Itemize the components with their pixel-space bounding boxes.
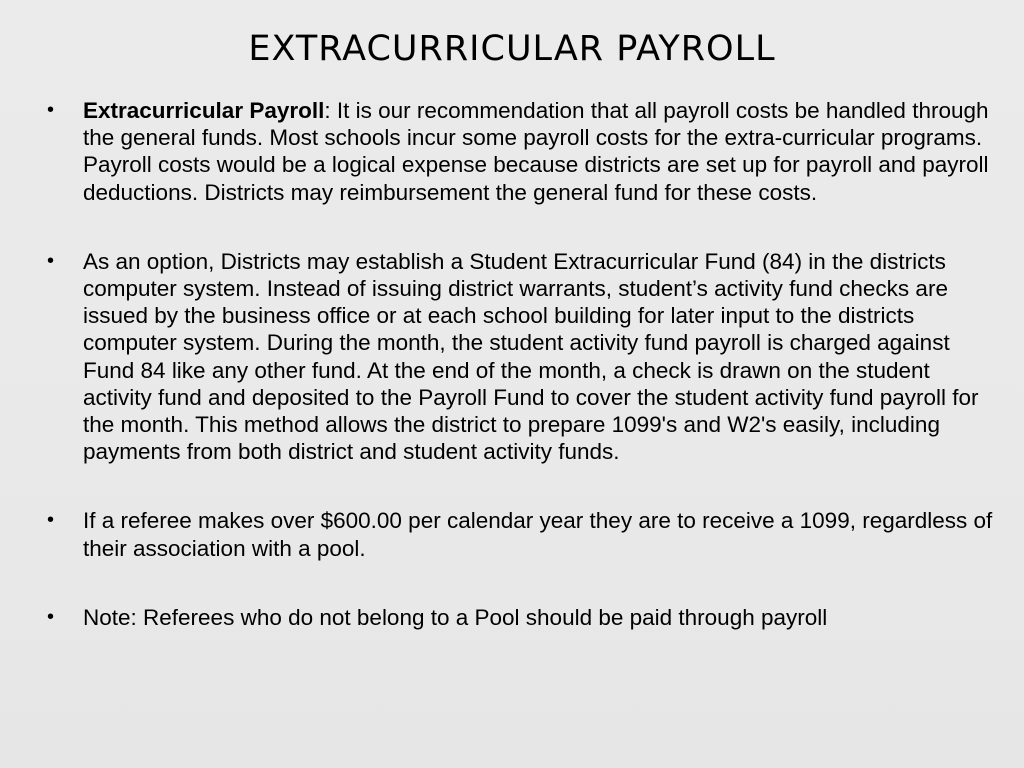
- bullet-item: [45, 248, 995, 466]
- bullet-text: : It is our recommendation that all payroll costs be handled through the general funds. Most schools incur some payroll costs for the extra-curricular programs. Payroll costs would be a logical expense because districts are set up for payroll and payroll deductions. Districts may reimbursement the general fund for these costs.: [83, 98, 989, 205]
- bullet-text: If a referee makes over $600.00 per calendar year they are to receive a 1099, regardless of their association with a pool.: [83, 508, 993, 561]
- bullet-text: Note: Referees who do not belong to a Pool should be paid through payroll: [83, 604, 828, 630]
- bullet-marker: •: [47, 99, 55, 121]
- bullet-marker: •: [47, 249, 55, 272]
- bullet-text: As an option, Districts may establish a Student Extracurricular Fund (84) in the districts computer system. Instead of issuing district warrants, student’s activity fund checks are issued by the business office or at each school building for later input to the districts computer system. During the month, the student activity fund payroll is charged against Fund 84 like any other fund. At the end of the month, a check is drawn on the student activity fund and deposited to the Payroll Fund to cover the student activity fund payroll for the month. This method allows the district to prepare 1099's and W2's easily, including payments from both district and student activity funds.: [83, 248, 979, 465]
- bullet-item: [45, 507, 995, 561]
- bullet-item: [45, 604, 995, 631]
- bullet-bold-lead: Extracurricular Payroll: [83, 98, 325, 123]
- bullet-item: [45, 97, 995, 206]
- bullet-marker: •: [47, 509, 55, 532]
- bullet-marker: •: [47, 605, 55, 628]
- slide-title: EXTRACURRICULAR PAYROLL: [248, 29, 776, 69]
- bullet-list: [45, 97, 995, 631]
